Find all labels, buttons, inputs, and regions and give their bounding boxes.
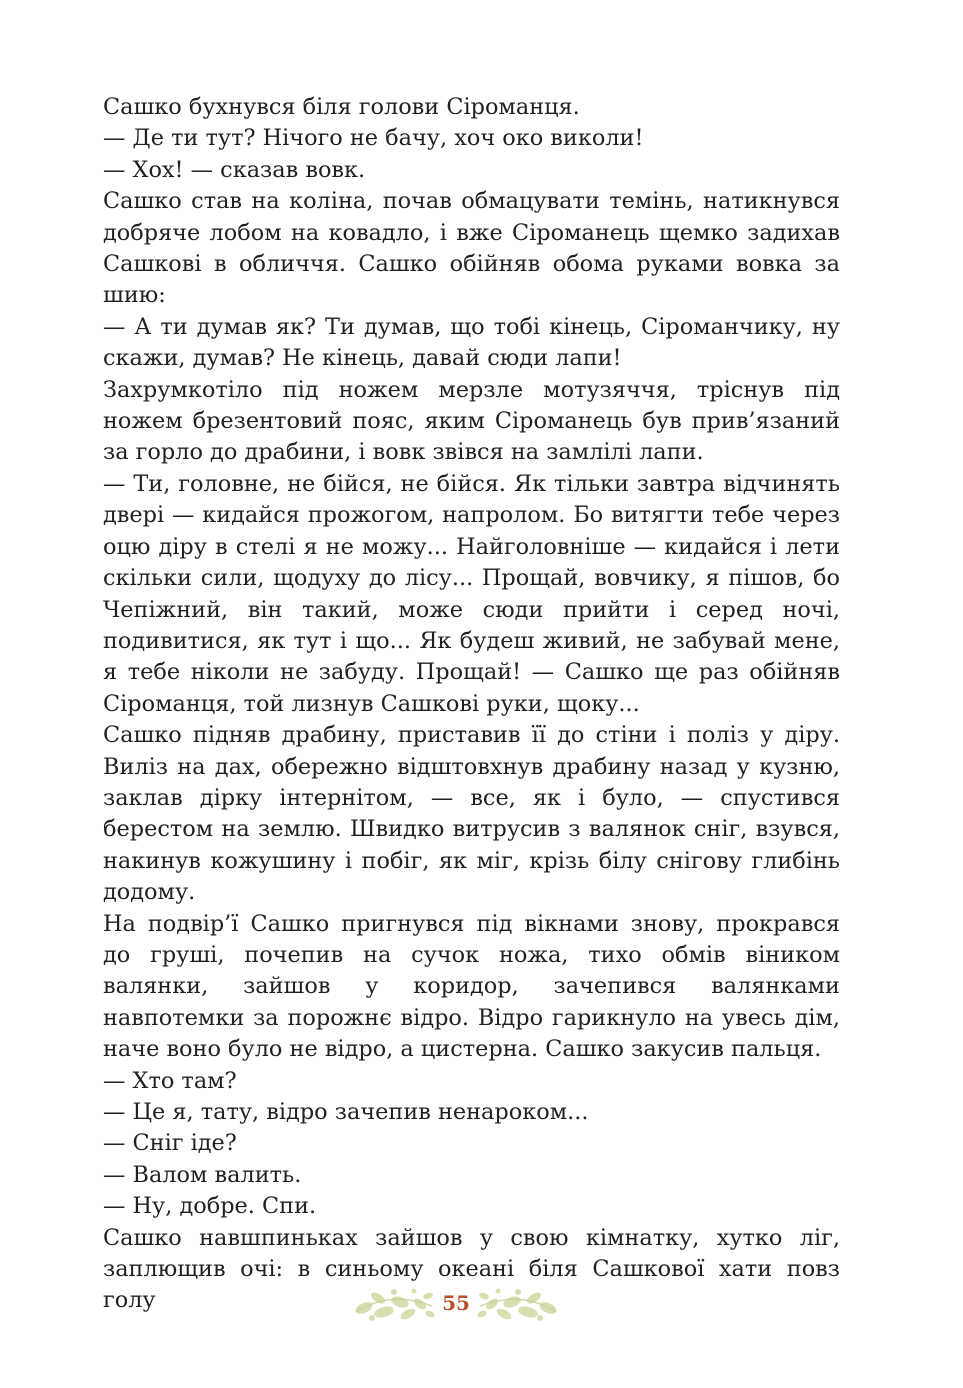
- paragraph: — Валом валить.: [103, 1161, 302, 1188]
- paragraph: Сашко бухнувся біля голови Сіроманця.: [103, 94, 580, 120]
- paragraph: — Ти, головне, не бійся, не бійся. Як тільки завтра відчинять двері — кидайся прожогом, напролом. Бо витягти тебе через оцю діру в стелі я не можу... Найголовніше — кидайся і лети скільки сили, щодуху до лісу... Прощай, вовчику, я пішов, бо Чепіжний, він такий, може сюди прийти і серед ночі, подивитися, як тут і що... Як будеш живий, не забувай мене, я тебе ніколи не забуду. Прощай! — Сашко ще раз обійняв Сіроманця, той лизнув Сашкові руки, щоку...: [103, 470, 840, 717]
- paragraph: — Це я, тату, відро зачепив ненароком...: [103, 1099, 589, 1125]
- paragraph: На подвір’ї Сашко пригнувся під вікнами знову, прокрався до груші, почепив на сучок ножа, тихо обмів віником валянки, зайшов у коридор, зачепився валянками навпотемки за порожнє відро. Відро гарикнуло на увесь дім, наче воно було не відро, а цистерна. Сашко закусив пальця.: [103, 910, 840, 1063]
- paragraph: Сашко навшпиньках зайшов у свою кімнатку, хутко ліг, заплющив очі: в синьому океані біля Сашкової хати повз голу: [103, 1224, 840, 1314]
- paragraph: — Сніг іде?: [103, 1130, 237, 1157]
- paragraph: Сашко підняв драбину, приставив її до стіни і поліз у діру. Виліз на дах, обережно відштовхнув драбину назад у кузню, заклав дірку інтернітом, — все, як і було, — спустився берестом на землю. Швидко витрусив з валянок сніг, взувся, накинув кожушину і побіг, як міг, крізь білу снігову глибінь додому.: [103, 722, 840, 906]
- page-text: [103, 92, 840, 1317]
- paragraph: Сашко став на коліна, почав обмацувати темінь, натикнувся добряче лобом на ковадло, і вже Сіроманець щемко задихав Сашкові в обличчя. Сашко обійняв обома руками вовка за шию:: [103, 188, 840, 309]
- paragraph: — Де ти тут? Нічого не бачу, хоч око виколи!: [103, 125, 644, 152]
- paragraph: — Хто там?: [103, 1067, 237, 1094]
- page-footer: [350, 1282, 562, 1326]
- paragraph: Захрумкотіло під ножем мерзле мотузяччя, тріснув під ножем брезентовий пояс, яким Сіроманець був прив’язаний за горло до драбини, і вовк звівся на замлілі лапи.: [103, 376, 840, 466]
- paragraph: — Хох! — сказав вовк.: [103, 156, 366, 183]
- paragraph: — Ну, добре. Спи.: [103, 1193, 317, 1220]
- page-number: 55: [442, 1291, 470, 1315]
- paragraph: — А ти думав як? Ти думав, що тобі кінець, Сіроманчику, ну скажи, думав? Не кінець, давай сюди лапи!: [103, 313, 840, 372]
